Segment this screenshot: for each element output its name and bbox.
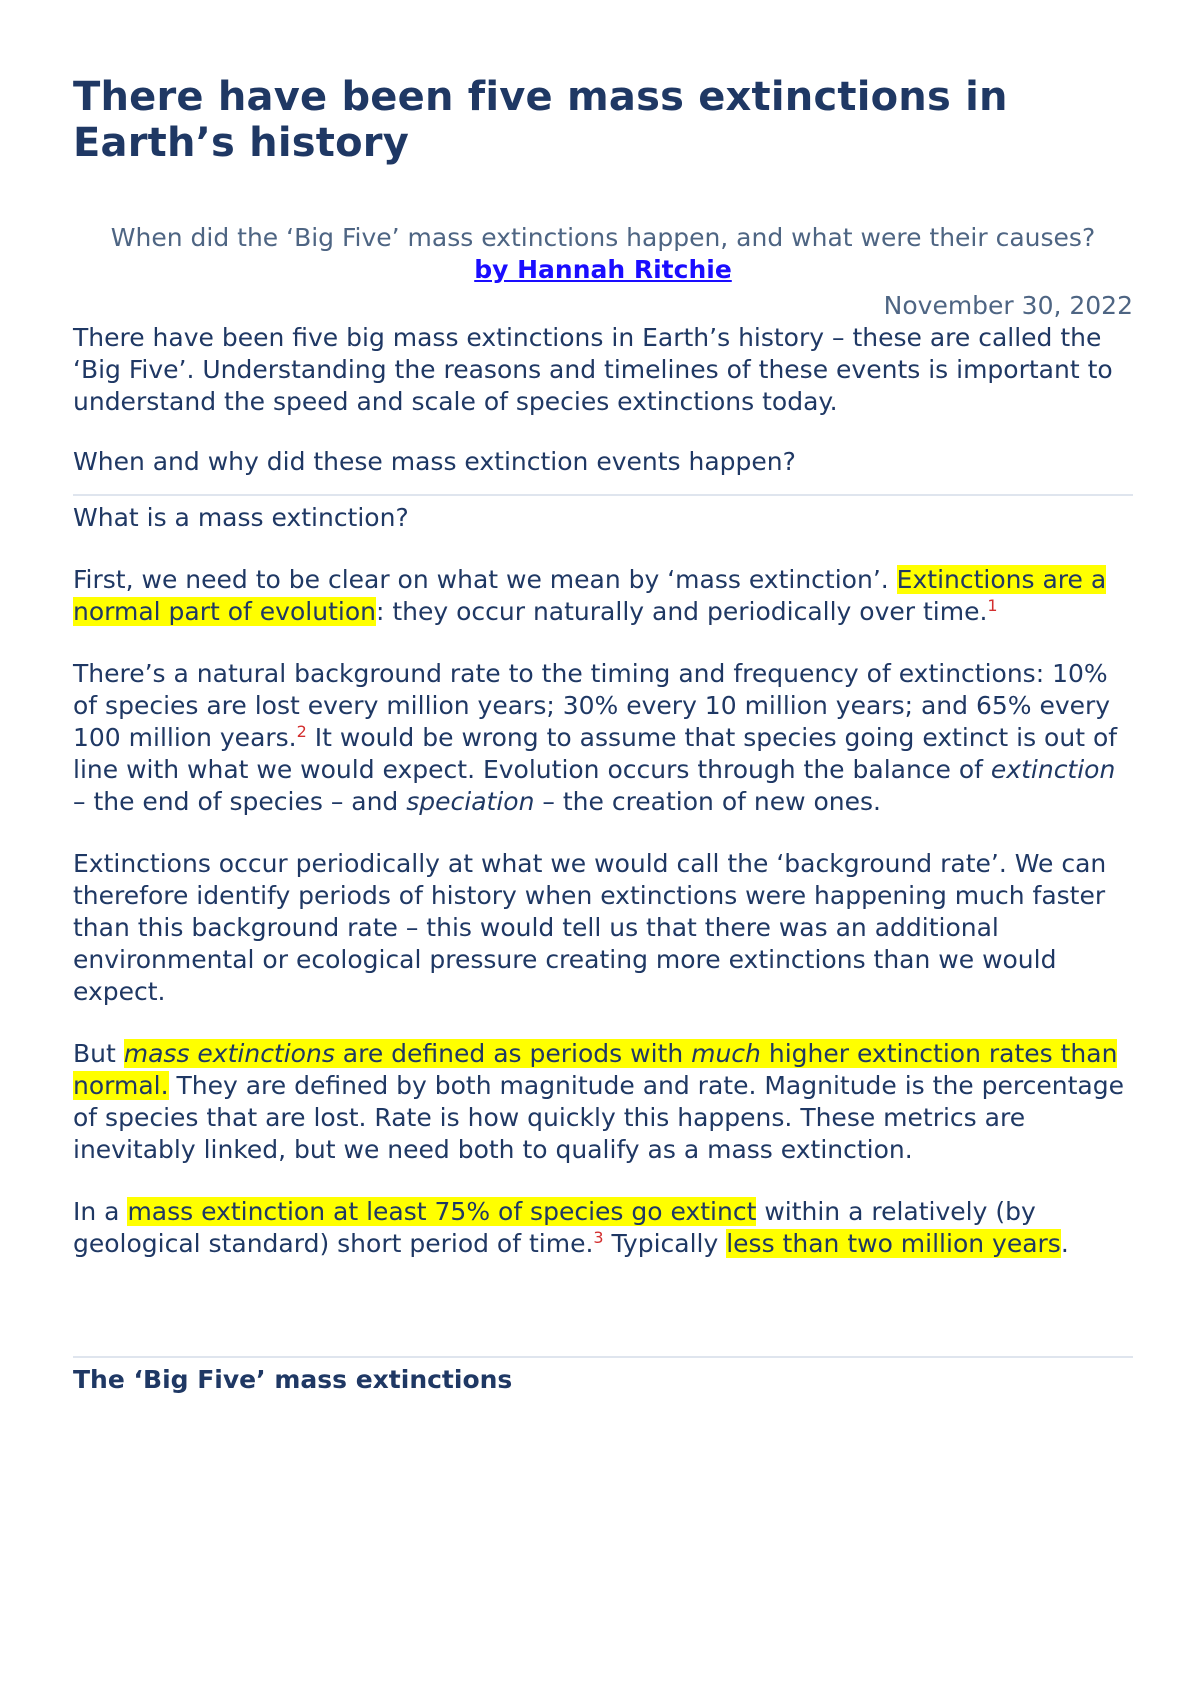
article-title: There have been five mass extinctions in Earth’s history [73, 74, 1008, 166]
footnote-ref[interactable]: 2 [296, 722, 307, 741]
footnote-ref[interactable]: 3 [593, 1228, 604, 1247]
highlighted-text: less than two million years [726, 1229, 1061, 1258]
paragraph-4 [73, 1038, 1133, 1166]
text-span: . [1060, 1229, 1069, 1258]
paragraph-2 [73, 658, 1133, 818]
text-span: higher extinction rates than normal. [73, 1039, 1118, 1100]
emphasis-text: speciation [406, 787, 535, 816]
text-span: There’s a natural background rate to the timing and frequency of extinctions: 10% of species are lost every million years; 30% every 10 million years; and 65% every 100 million years. [73, 659, 1111, 752]
text-span: are defined as periods with [334, 1039, 692, 1068]
footnote-ref[interactable]: 1 [987, 596, 998, 615]
text-span: Typically [603, 1229, 727, 1258]
text-span: – the creation of new ones. [534, 787, 881, 816]
article [73, 74, 1133, 1396]
text-span: within a relatively (by geological standard) short period of time. [73, 1197, 1036, 1258]
highlighted-text: mass extinction at least 75% of species go extinct [127, 1197, 757, 1226]
text-span: It would be wrong to assume that species going extinct is out of line with what we would expect. Evolution occurs through the balance of [73, 723, 1118, 784]
highlighted-text: Extinctions are a normal part of evolution [73, 565, 1107, 626]
author-link[interactable]: by Hannah Ritchie [474, 255, 732, 284]
text-span: In a [73, 1197, 128, 1226]
paragraph-1 [73, 564, 1133, 628]
emphasis-text: mass extinctions [123, 1039, 335, 1068]
text-span: They are defined by both magnitude and rate. Magnitude is the percentage of species that are lost. Rate is how quickly this happens. These metrics are inevitably linked, but we need both to qualify as a mass extinction. [73, 1071, 1124, 1164]
paragraph-5 [73, 1196, 1133, 1260]
publish-date: November 30, 2022 [883, 291, 1133, 320]
text-span: – the end of species – and [73, 787, 407, 816]
author-byline [73, 254, 1133, 286]
emphasis-text: much [691, 1039, 761, 1068]
section-divider [73, 1356, 1133, 1358]
paragraph-3: Extinctions occur periodically at what we would call the ‘background rate’. We can therefore identify periods of history when extinctions were happening much faster than this background rate – this would tell us that there was an additional environmental or ecological pressure creating more extinctions than we would expect. [73, 849, 1107, 1006]
text-span: : they occur naturally and periodically over time. [375, 597, 988, 626]
emphasis-text: extinction [990, 755, 1116, 784]
text-span: First, we need to be clear on what we mean by ‘mass extinction’. [73, 565, 897, 594]
question-paragraph: When and why did these mass extinction events happen? [73, 447, 796, 476]
text-span: But [73, 1039, 124, 1068]
article-subtitle: When did the ‘Big Five’ mass extinctions happen, and what were their causes? [110, 223, 1096, 252]
section-heading-what-is: What is a mass extinction? [73, 503, 409, 532]
section-heading-big-five: The ‘Big Five’ mass extinctions [73, 1365, 513, 1394]
intro-paragraph: There have been five big mass extinctions in Earth’s history – these are called the ‘Big Five’. Understanding the reasons and timelines of these events is important to understand the speed and scale of species extinctions today. [73, 323, 1113, 416]
section-divider [73, 494, 1133, 496]
